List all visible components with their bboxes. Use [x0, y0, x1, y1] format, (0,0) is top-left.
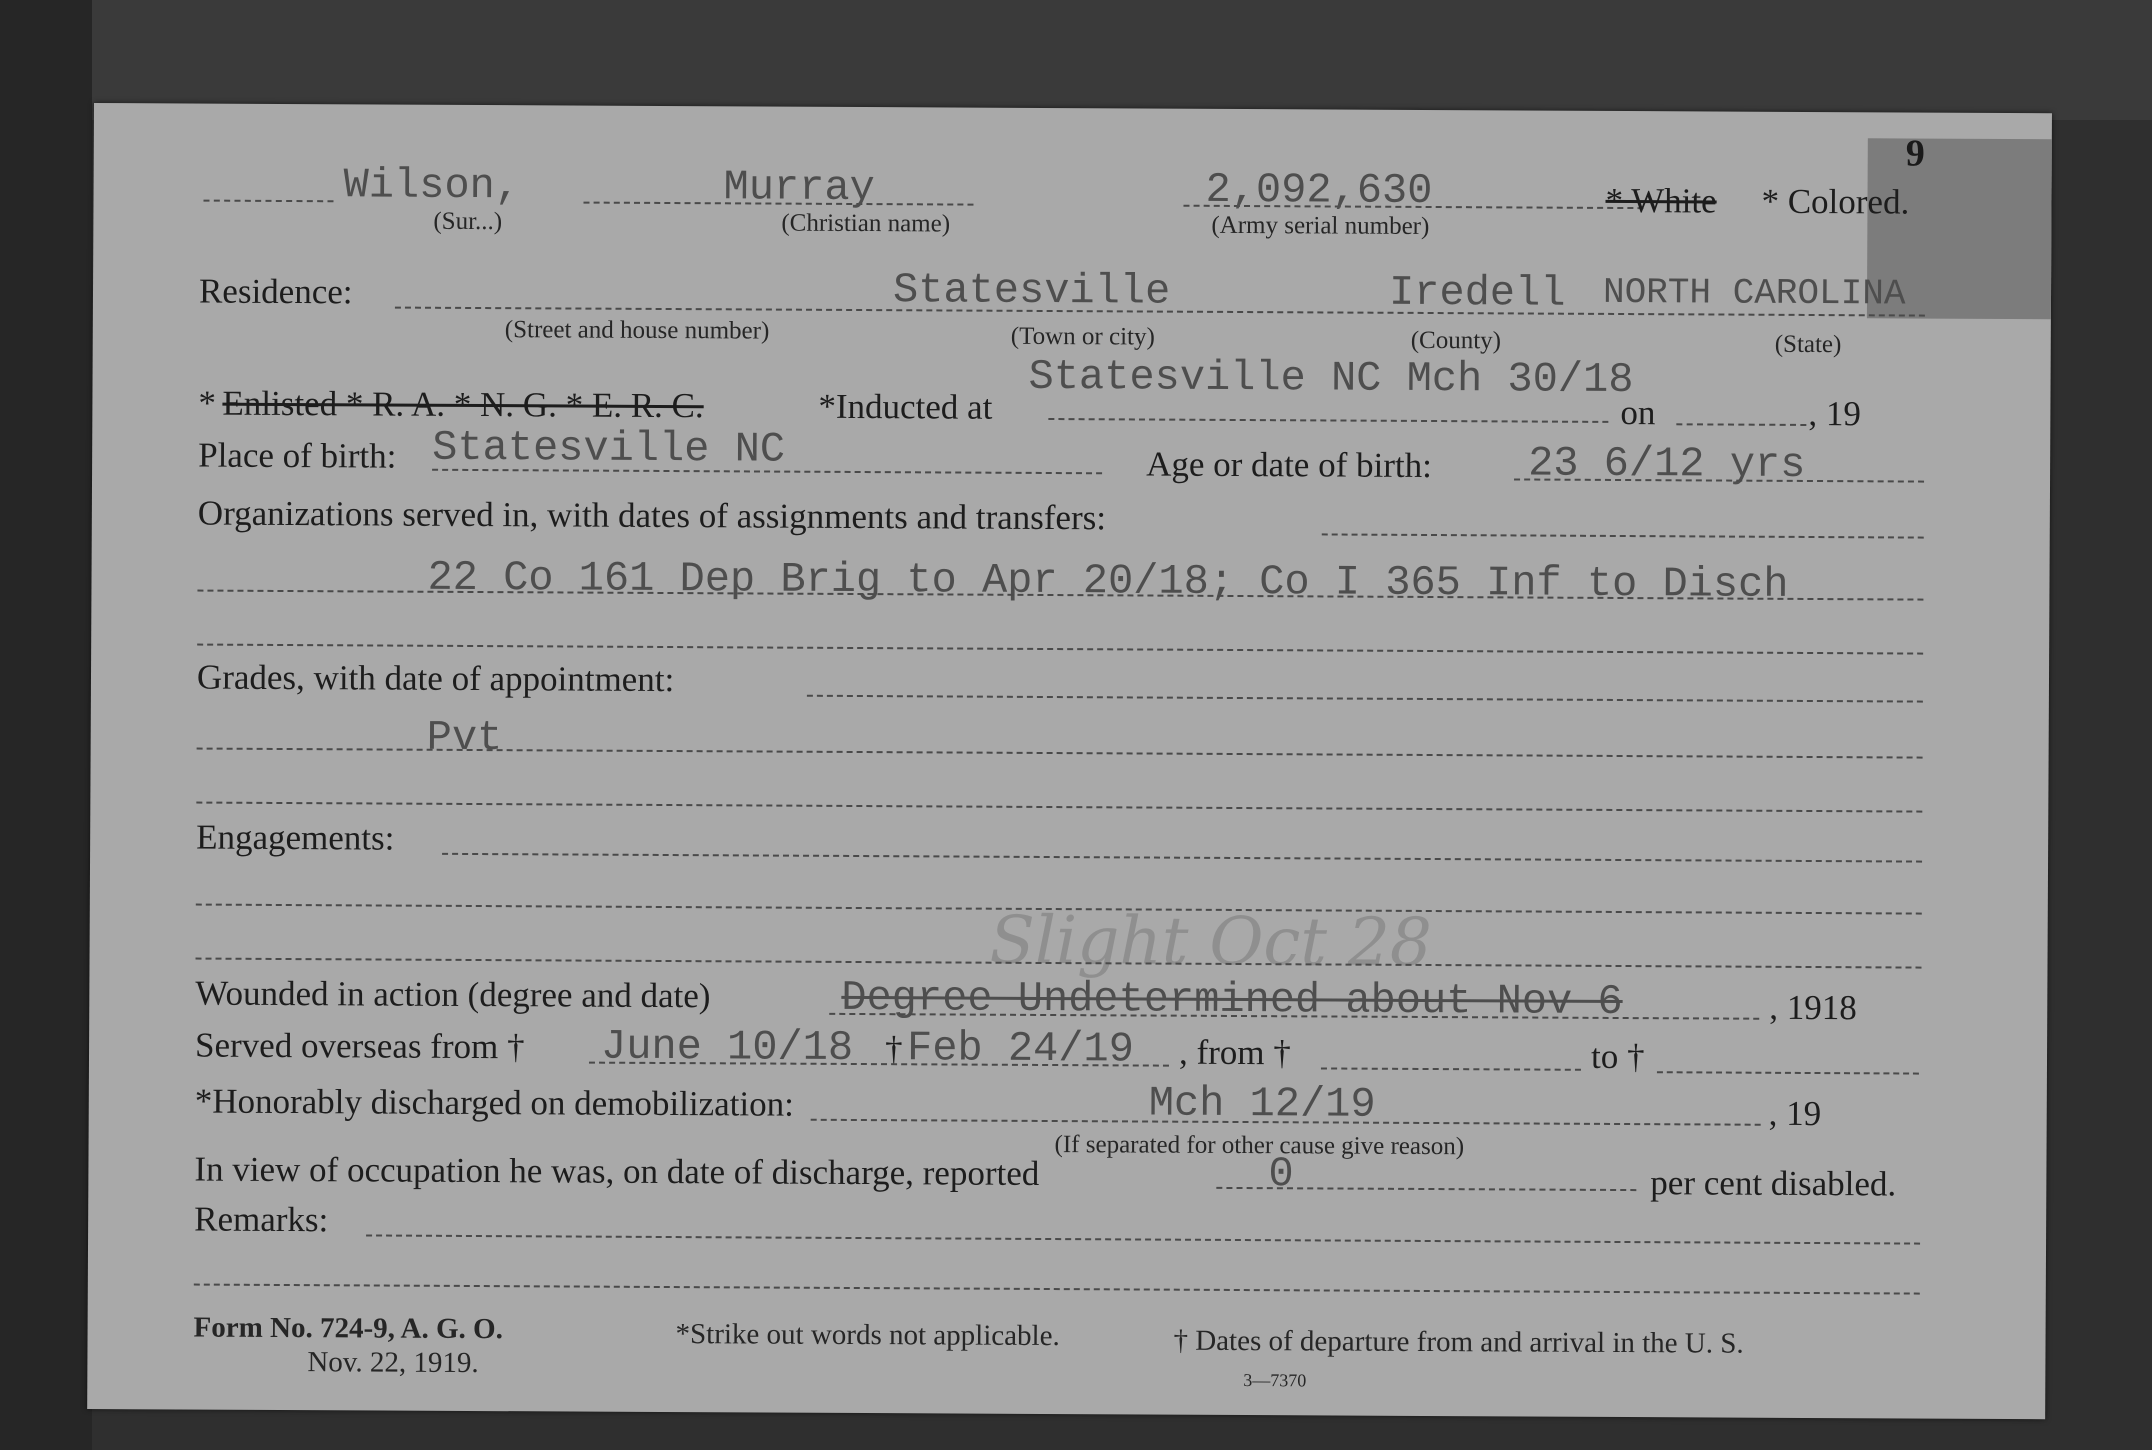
race-colored-option: * Colored.	[1761, 181, 1910, 222]
remarks-line-1	[366, 1234, 1920, 1244]
inducted-value: Statesville NC Mch 30/18	[1028, 352, 1634, 405]
town-value: Statesville	[892, 266, 1171, 316]
overseas-label: Served overseas from †	[194, 1025, 525, 1067]
overseas-to-value: Feb 24/19	[906, 1024, 1135, 1074]
enlisted-struck-options: Enlisted * R. A. * N. G. * E. R. C.	[222, 383, 704, 426]
inducted-line	[1048, 418, 1608, 423]
overseas-line-3	[1657, 1071, 1919, 1074]
remarks-label: Remarks:	[194, 1199, 329, 1240]
grades-value: Pvt	[426, 713, 503, 763]
wounded-year: , 1918	[1769, 987, 1857, 1028]
remarks-line-2	[194, 1284, 1920, 1295]
strike-note: *Strike out words not applicable.	[675, 1318, 1060, 1353]
card-number: 9	[1905, 132, 1925, 175]
age-value: 23 6/12 yrs	[1528, 439, 1806, 489]
place-of-birth-label: Place of birth:	[198, 435, 397, 476]
scan-background-top	[0, 0, 2152, 120]
print-code: 3—7370	[1243, 1370, 1307, 1391]
county-label: (County)	[1410, 326, 1502, 355]
engagements-label: Engagements:	[196, 817, 395, 858]
scan-background-left	[0, 0, 92, 1450]
town-label: (Town or city)	[1010, 322, 1155, 351]
discharge-value: Mch 12/19	[1148, 1079, 1376, 1129]
occupation-suffix: per cent disabled.	[1650, 1163, 1897, 1204]
age-label: Age or date of birth:	[1146, 444, 1432, 486]
overseas-from2-label: , from †	[1178, 1032, 1291, 1073]
christian-name-value: Murray	[723, 163, 875, 213]
overseas-from-value: June 10/18	[600, 1022, 854, 1072]
organizations-line-3	[197, 644, 1923, 655]
state-label: (State)	[1774, 330, 1842, 359]
form-date: Nov. 22, 1919.	[307, 1346, 479, 1380]
inducted-year-label: , 19	[1808, 393, 1861, 434]
discharge-year: , 19	[1768, 1093, 1822, 1134]
surname-label: (Sur...)	[433, 207, 503, 236]
county-value: Iredell	[1388, 268, 1566, 318]
surname-value: Wilson,	[343, 161, 521, 211]
organizations-value: 22 Co 161 Dep Brig to Apr 20/18; Co I 365 Inf to Disch	[427, 553, 1789, 609]
overseas-to2-label: to †	[1590, 1036, 1645, 1077]
street-label: (Street and house number)	[504, 316, 770, 345]
service-record-card	[87, 103, 2052, 1419]
grades-line-3	[196, 802, 1922, 813]
grades-label: Grades, with date of appointment:	[196, 657, 675, 700]
form-number: Form No. 724-9, A. G. O.	[193, 1311, 503, 1346]
serial-label: (Army serial number)	[1211, 211, 1430, 240]
overseas-line-2	[1321, 1067, 1581, 1070]
discharge-note: (If separated for other cause give reason)	[1054, 1131, 1465, 1161]
organizations-label: Organizations served in, with dates of assignments and transfers:	[197, 493, 1107, 538]
surname-line-lead	[203, 200, 333, 203]
engagements-handwritten-note: Slight Oct 28	[989, 901, 1433, 982]
serial-value: 2,092,630	[1205, 165, 1433, 216]
wounded-label: Wounded in action (degree and date)	[195, 973, 711, 1016]
occupation-label: In view of occupation he was, on date of discharge, reported	[194, 1149, 1040, 1193]
overseas-to-mark: †	[884, 1029, 903, 1069]
residence-label: Residence:	[198, 271, 353, 312]
inducted-date-line	[1676, 423, 1806, 426]
race-white-option: * White	[1605, 180, 1717, 221]
wounded-value: Degree Undetermined about Nov 6	[841, 973, 1623, 1027]
enlisted-star: *	[198, 383, 217, 423]
place-of-birth-value: Statesville NC	[432, 423, 786, 474]
discharge-label: *Honorably discharged on demobilization:	[194, 1081, 794, 1124]
inducted-on-label: on	[1620, 392, 1656, 433]
dates-note: † Dates of departure from and arrival in the U. S.	[1173, 1324, 1744, 1360]
occupation-value: 0	[1268, 1150, 1294, 1199]
organizations-line-1	[1322, 533, 1924, 538]
christian-name-label: (Christian name)	[781, 209, 951, 238]
inducted-label: *Inducted at	[818, 386, 993, 427]
grades-line-1	[807, 695, 1923, 703]
engagements-line-1	[442, 853, 1922, 863]
state-value: NORTH CAROLINA	[1602, 271, 1906, 315]
